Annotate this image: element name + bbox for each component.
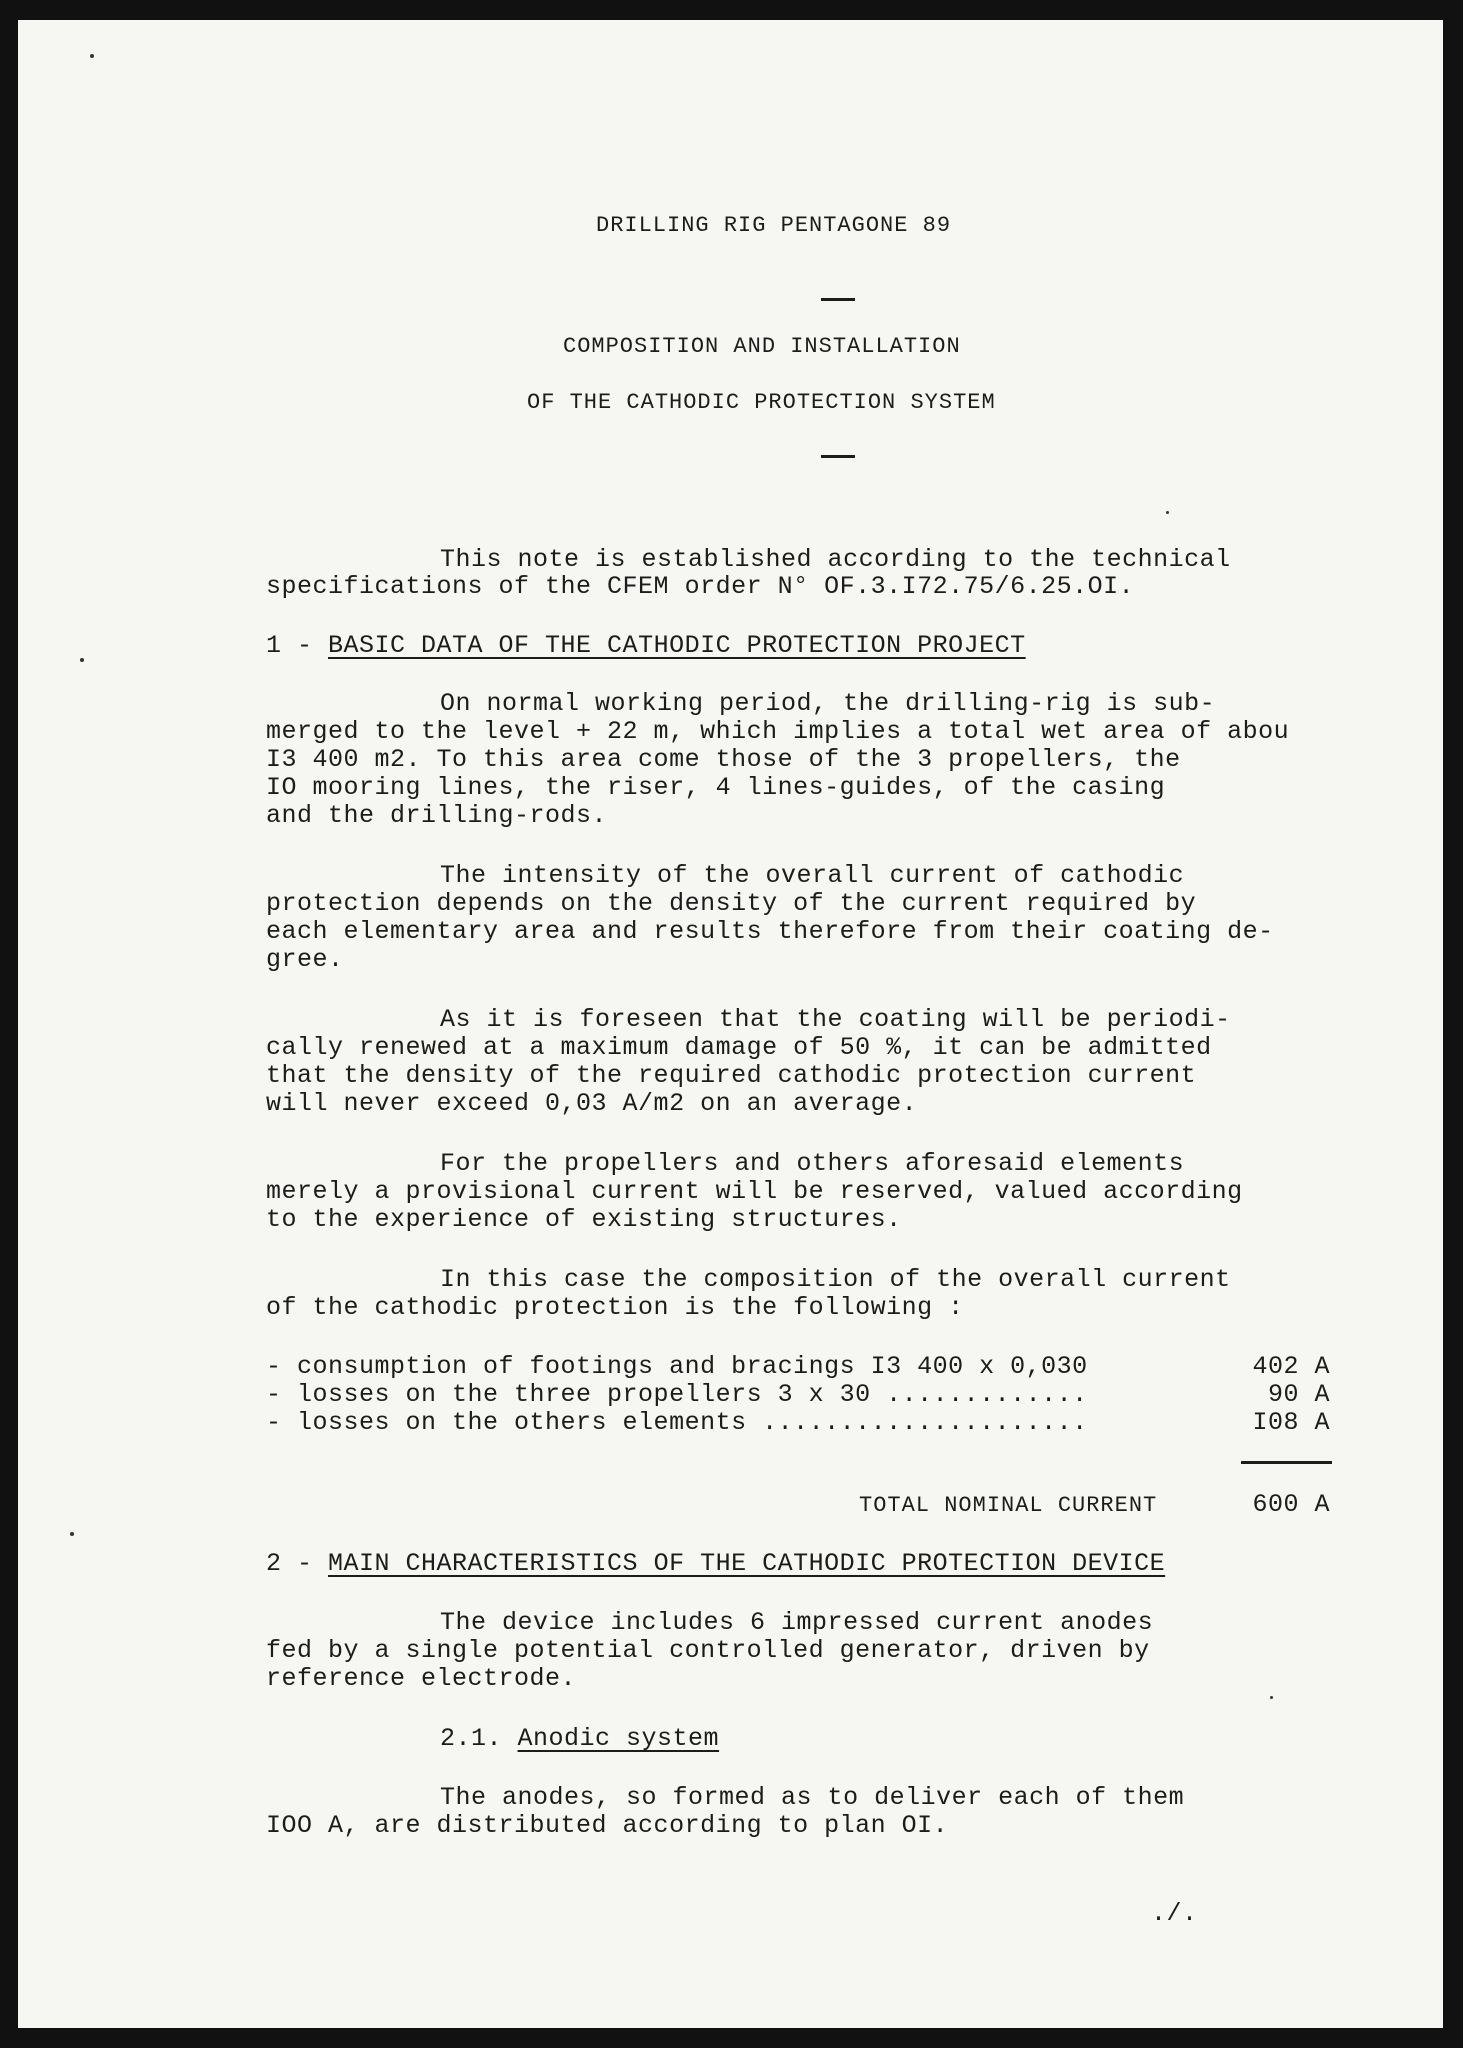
subtitle-divider: [821, 455, 855, 458]
current-item-label: - losses on the others elements .....................: [266, 1408, 1088, 1437]
intro-line: specifications of the CFEM order N° OF.3.I72.75/6.25.OI.: [266, 572, 1135, 601]
paragraph-line: of the cathodic protection is the following :: [266, 1293, 964, 1322]
paragraph-line: reference electrode.: [266, 1664, 577, 1693]
paragraph-line: The intensity of the overall current of cathodic: [440, 861, 1185, 890]
paragraph-line: to the experience of existing structures.: [266, 1205, 902, 1234]
paragraph-line: On normal working period, the drilling-rig is sub-: [440, 689, 1216, 718]
scan-speck: [1270, 1696, 1273, 1699]
document-page: [18, 20, 1443, 2028]
scan-speck: [1166, 511, 1169, 514]
paragraph-line: and the drilling-rods.: [266, 801, 608, 830]
paragraph-line: The anodes, so formed as to deliver each of them: [440, 1783, 1185, 1812]
paragraph-line: protection depends on the density of the current required by: [266, 889, 1197, 918]
paragraph-line: merged to the level + 22 m, which implies a total wet area of abou: [266, 717, 1290, 746]
scan-speck: [80, 658, 84, 662]
paragraph-line: fed by a single potential controlled generator, driven by: [266, 1636, 1150, 1665]
current-item-label: - consumption of footings and bracings I3 400 x 0,030: [266, 1352, 1088, 1381]
section-1-heading: [266, 632, 1026, 660]
section-number: 1 -: [266, 631, 329, 660]
paragraph-line: will never exceed 0,03 A/m2 on an average.: [266, 1089, 918, 1118]
document-subtitle-line2: OF THE CATHODIC PROTECTION SYSTEM: [527, 390, 996, 415]
total-label: TOTAL NOMINAL CURRENT: [859, 1493, 1158, 1518]
paragraph-line: IOO A, are distributed according to plan OI.: [266, 1811, 949, 1840]
current-item-value: I08 A: [1252, 1408, 1330, 1437]
scan-speck: [90, 54, 94, 58]
total-value: 600 A: [1252, 1490, 1330, 1519]
sum-rule: [1241, 1461, 1332, 1464]
paragraph-line: gree.: [266, 945, 344, 974]
paragraph-line: For the propellers and others aforesaid elements: [440, 1149, 1185, 1178]
subsection-2-1-heading: [440, 1725, 719, 1753]
document-subtitle-line1: COMPOSITION AND INSTALLATION: [563, 334, 961, 359]
section-title: MAIN CHARACTERISTICS OF THE CATHODIC PROTECTION DEVICE: [328, 1549, 1166, 1578]
paragraph-line: merely a provisional current will be reserved, valued according: [266, 1177, 1243, 1206]
paragraph-line: As it is foreseen that the coating will be periodi-: [440, 1005, 1231, 1034]
subsection-number: 2.1.: [440, 1724, 518, 1753]
current-item-value: 402 A: [1252, 1352, 1330, 1381]
section-title: BASIC DATA OF THE CATHODIC PROTECTION PROJECT: [328, 631, 1026, 660]
paragraph-line: The device includes 6 impressed current anodes: [440, 1608, 1154, 1637]
section-number: 2 -: [266, 1549, 329, 1578]
paragraph-line: I3 400 m2. To this area come those of the 3 propellers, the: [266, 745, 1181, 774]
section-2-heading: [266, 1550, 1165, 1578]
paragraph-line: cally renewed at a maximum damage of 50 %, it can be admitted: [266, 1033, 1212, 1062]
paragraph-line: IO mooring lines, the riser, 4 lines-guides, of the casing: [266, 773, 1166, 802]
continuation-mark: ./.: [1151, 1899, 1198, 1928]
current-item-value: 90 A: [1267, 1380, 1330, 1409]
document-title: DRILLING RIG PENTAGONE 89: [596, 213, 952, 238]
paragraph-line: each elementary area and results therefore from their coating de-: [266, 917, 1274, 946]
current-item-label: - losses on the three propellers 3 x 30 .............: [266, 1380, 1088, 1409]
intro-line: This note is established according to the technical: [440, 545, 1231, 574]
subsection-title: Anodic system: [517, 1724, 720, 1753]
title-divider: [821, 298, 855, 301]
paragraph-line: In this case the composition of the overall current: [440, 1265, 1231, 1294]
paragraph-line: that the density of the required cathodic protection current: [266, 1061, 1197, 1090]
scan-speck: [70, 1532, 74, 1536]
